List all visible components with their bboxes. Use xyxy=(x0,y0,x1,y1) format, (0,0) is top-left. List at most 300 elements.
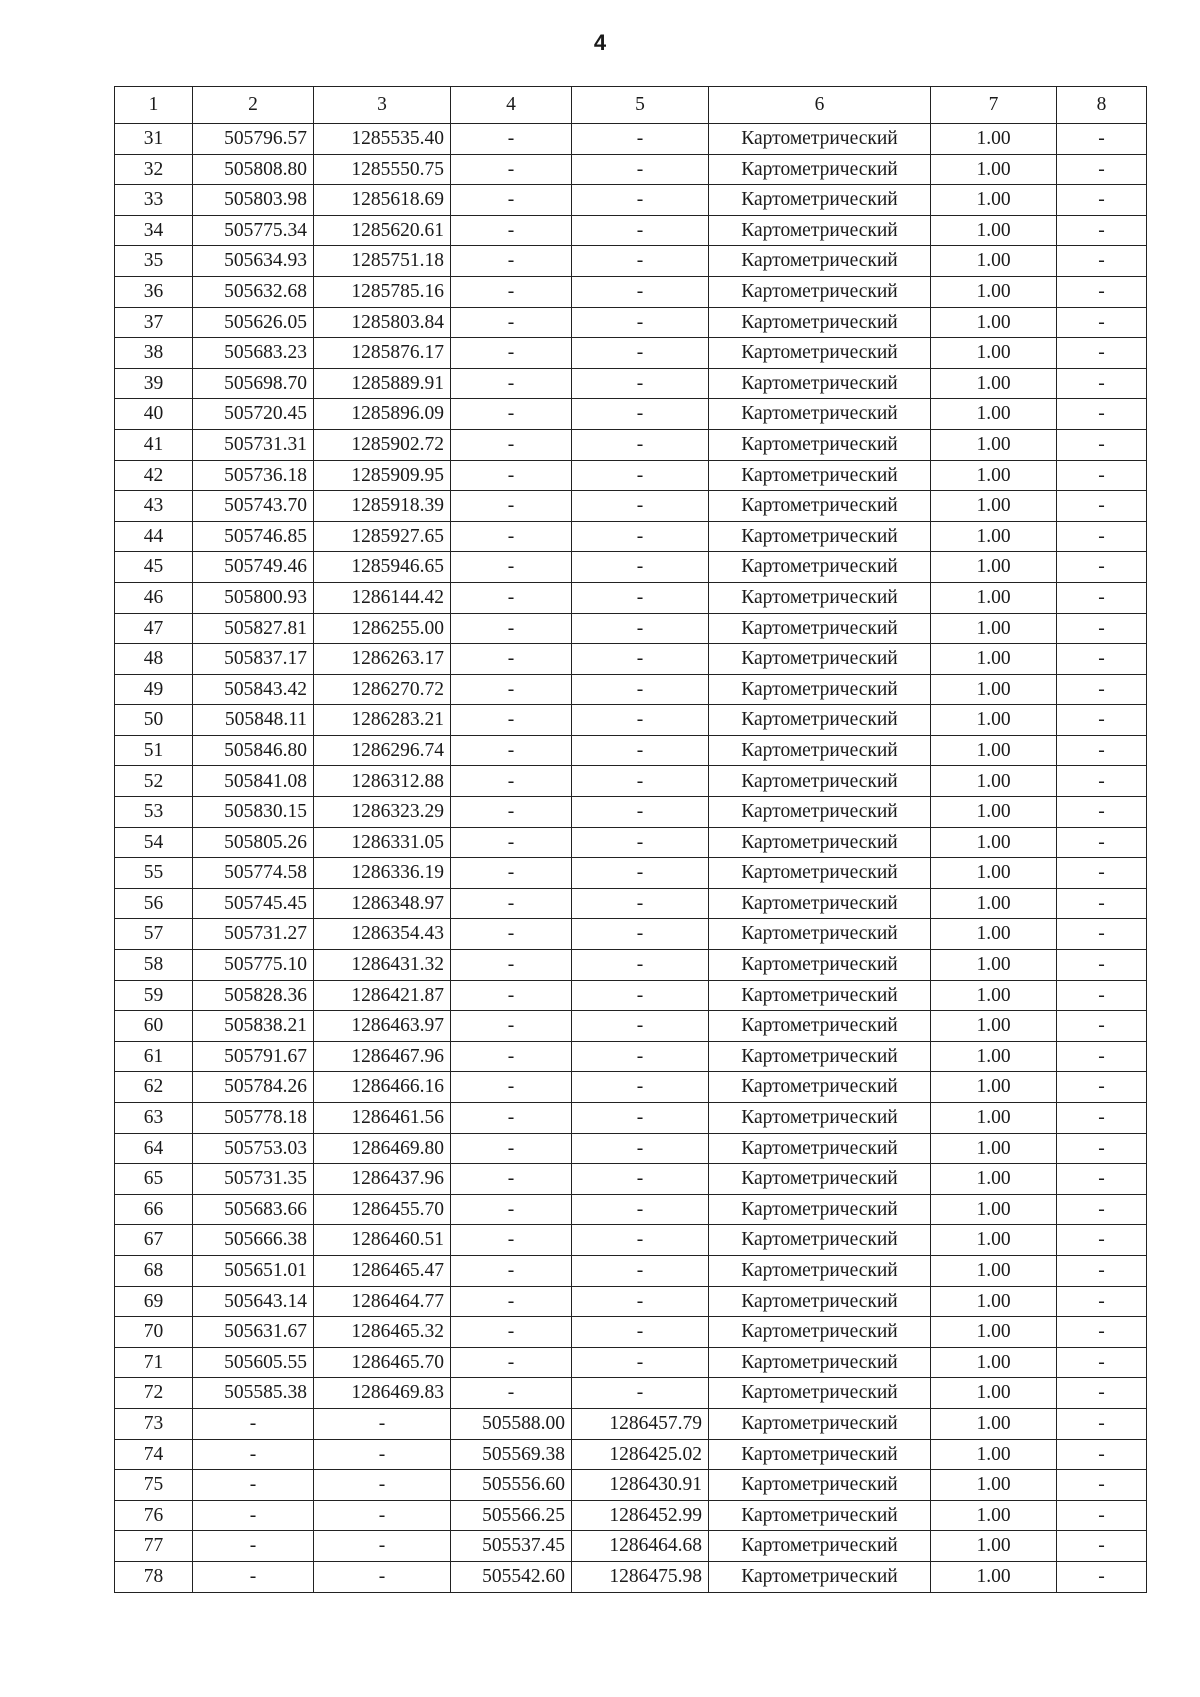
table-row xyxy=(115,460,1147,491)
y-coordinate-cell: - xyxy=(314,1500,451,1531)
table-row xyxy=(115,644,1147,675)
method-cell: Картометрический xyxy=(709,1347,931,1378)
y-coordinate-cell: 1286465.32 xyxy=(314,1317,451,1348)
x-coordinate-cell: - xyxy=(193,1500,314,1531)
accuracy-cell: 1.00 xyxy=(931,1500,1057,1531)
x-new-coordinate-cell: - xyxy=(451,1347,572,1378)
note-cell: - xyxy=(1057,674,1147,705)
note-cell: - xyxy=(1057,735,1147,766)
x-coordinate-cell: 505778.18 xyxy=(193,1103,314,1134)
x-coordinate-cell: 505749.46 xyxy=(193,552,314,583)
y-coordinate-cell: 1285896.09 xyxy=(314,399,451,430)
y-coordinate-cell: 1286465.70 xyxy=(314,1347,451,1378)
accuracy-cell: 1.00 xyxy=(931,766,1057,797)
point-number-cell: 44 xyxy=(115,521,193,552)
x-new-coordinate-cell: - xyxy=(451,246,572,277)
table-row xyxy=(115,705,1147,736)
accuracy-cell: 1.00 xyxy=(931,491,1057,522)
accuracy-cell: 1.00 xyxy=(931,1164,1057,1195)
x-coordinate-cell: 505791.67 xyxy=(193,1041,314,1072)
x-new-coordinate-cell: - xyxy=(451,950,572,981)
column-header: 1 xyxy=(115,87,193,124)
table-row xyxy=(115,1286,1147,1317)
x-new-coordinate-cell: - xyxy=(451,460,572,491)
method-cell: Картометрический xyxy=(709,1133,931,1164)
method-cell: Картометрический xyxy=(709,1317,931,1348)
accuracy-cell: 1.00 xyxy=(931,1286,1057,1317)
accuracy-cell: 1.00 xyxy=(931,338,1057,369)
x-coordinate-cell: 505632.68 xyxy=(193,276,314,307)
y-coordinate-cell: 1286354.43 xyxy=(314,919,451,950)
y-new-coordinate-cell: - xyxy=(572,552,709,583)
point-number-cell: 75 xyxy=(115,1470,193,1501)
x-coordinate-cell: 505784.26 xyxy=(193,1072,314,1103)
table-body xyxy=(115,124,1147,1593)
table-row xyxy=(115,980,1147,1011)
y-new-coordinate-cell: 1286452.99 xyxy=(572,1500,709,1531)
accuracy-cell: 1.00 xyxy=(931,276,1057,307)
table-row xyxy=(115,950,1147,981)
accuracy-cell: 1.00 xyxy=(931,1378,1057,1409)
note-cell: - xyxy=(1057,705,1147,736)
y-new-coordinate-cell: - xyxy=(572,735,709,766)
note-cell: - xyxy=(1057,429,1147,460)
x-coordinate-cell: 505634.93 xyxy=(193,246,314,277)
column-header: 7 xyxy=(931,87,1057,124)
note-cell: - xyxy=(1057,1194,1147,1225)
table-row xyxy=(115,1317,1147,1348)
table-row xyxy=(115,1194,1147,1225)
accuracy-cell: 1.00 xyxy=(931,1225,1057,1256)
y-new-coordinate-cell: - xyxy=(572,1225,709,1256)
table-row xyxy=(115,827,1147,858)
point-number-cell: 55 xyxy=(115,858,193,889)
table-row xyxy=(115,858,1147,889)
y-new-coordinate-cell: - xyxy=(572,1133,709,1164)
accuracy-cell: 1.00 xyxy=(931,1531,1057,1562)
method-cell: Картометрический xyxy=(709,460,931,491)
accuracy-cell: 1.00 xyxy=(931,1561,1057,1592)
y-coordinate-cell: 1286463.97 xyxy=(314,1011,451,1042)
y-new-coordinate-cell: - xyxy=(572,919,709,950)
point-number-cell: 61 xyxy=(115,1041,193,1072)
table-row xyxy=(115,582,1147,613)
y-coordinate-cell: - xyxy=(314,1439,451,1470)
x-coordinate-cell: 505605.55 xyxy=(193,1347,314,1378)
accuracy-cell: 1.00 xyxy=(931,124,1057,155)
y-new-coordinate-cell: - xyxy=(572,521,709,552)
table-row xyxy=(115,797,1147,828)
method-cell: Картометрический xyxy=(709,154,931,185)
x-new-coordinate-cell: - xyxy=(451,1011,572,1042)
y-coordinate-cell: 1286283.21 xyxy=(314,705,451,736)
table-row xyxy=(115,552,1147,583)
note-cell: - xyxy=(1057,827,1147,858)
x-coordinate-cell: 505830.15 xyxy=(193,797,314,828)
x-coordinate-cell: 505720.45 xyxy=(193,399,314,430)
method-cell: Картометрический xyxy=(709,980,931,1011)
x-new-coordinate-cell: - xyxy=(451,1164,572,1195)
y-coordinate-cell: 1285620.61 xyxy=(314,215,451,246)
y-new-coordinate-cell: - xyxy=(572,1255,709,1286)
table-row xyxy=(115,491,1147,522)
y-coordinate-cell: 1286461.56 xyxy=(314,1103,451,1134)
table-row xyxy=(115,521,1147,552)
note-cell: - xyxy=(1057,521,1147,552)
table-row xyxy=(115,1164,1147,1195)
accuracy-cell: 1.00 xyxy=(931,582,1057,613)
point-number-cell: 54 xyxy=(115,827,193,858)
note-cell: - xyxy=(1057,1041,1147,1072)
point-number-cell: 59 xyxy=(115,980,193,1011)
method-cell: Картометрический xyxy=(709,950,931,981)
column-header: 2 xyxy=(193,87,314,124)
accuracy-cell: 1.00 xyxy=(931,1194,1057,1225)
y-new-coordinate-cell: 1286475.98 xyxy=(572,1561,709,1592)
point-number-cell: 58 xyxy=(115,950,193,981)
y-coordinate-cell: 1285946.65 xyxy=(314,552,451,583)
table-row xyxy=(115,1439,1147,1470)
x-coordinate-cell: - xyxy=(193,1470,314,1501)
y-new-coordinate-cell: - xyxy=(572,491,709,522)
note-cell: - xyxy=(1057,858,1147,889)
x-coordinate-cell: 505651.01 xyxy=(193,1255,314,1286)
note-cell: - xyxy=(1057,1317,1147,1348)
y-new-coordinate-cell: - xyxy=(572,674,709,705)
point-number-cell: 41 xyxy=(115,429,193,460)
method-cell: Картометрический xyxy=(709,1439,931,1470)
x-coordinate-cell: 505841.08 xyxy=(193,766,314,797)
y-coordinate-cell: 1286467.96 xyxy=(314,1041,451,1072)
note-cell: - xyxy=(1057,1408,1147,1439)
table-row xyxy=(115,1470,1147,1501)
y-coordinate-cell: 1286144.42 xyxy=(314,582,451,613)
accuracy-cell: 1.00 xyxy=(931,1041,1057,1072)
x-new-coordinate-cell: - xyxy=(451,797,572,828)
x-new-coordinate-cell: - xyxy=(451,674,572,705)
note-cell: - xyxy=(1057,276,1147,307)
x-coordinate-cell: 505666.38 xyxy=(193,1225,314,1256)
y-new-coordinate-cell: - xyxy=(572,368,709,399)
method-cell: Картометрический xyxy=(709,1286,931,1317)
point-number-cell: 73 xyxy=(115,1408,193,1439)
note-cell: - xyxy=(1057,1347,1147,1378)
method-cell: Картометрический xyxy=(709,1103,931,1134)
note-cell: - xyxy=(1057,399,1147,430)
table-row xyxy=(115,124,1147,155)
table-row xyxy=(115,1072,1147,1103)
method-cell: Картометрический xyxy=(709,858,931,889)
x-coordinate-cell: 505736.18 xyxy=(193,460,314,491)
accuracy-cell: 1.00 xyxy=(931,521,1057,552)
y-new-coordinate-cell: - xyxy=(572,858,709,889)
accuracy-cell: 1.00 xyxy=(931,1103,1057,1134)
method-cell: Картометрический xyxy=(709,766,931,797)
x-coordinate-cell: 505683.66 xyxy=(193,1194,314,1225)
note-cell: - xyxy=(1057,338,1147,369)
y-coordinate-cell: - xyxy=(314,1561,451,1592)
method-cell: Картометрический xyxy=(709,919,931,950)
y-coordinate-cell: 1285876.17 xyxy=(314,338,451,369)
y-coordinate-cell: 1285803.84 xyxy=(314,307,451,338)
y-coordinate-cell: 1285618.69 xyxy=(314,185,451,216)
y-coordinate-cell: 1285751.18 xyxy=(314,246,451,277)
x-new-coordinate-cell: - xyxy=(451,735,572,766)
method-cell: Картометрический xyxy=(709,1561,931,1592)
x-new-coordinate-cell: - xyxy=(451,858,572,889)
y-coordinate-cell: 1286312.88 xyxy=(314,766,451,797)
point-number-cell: 49 xyxy=(115,674,193,705)
note-cell: - xyxy=(1057,1133,1147,1164)
point-number-cell: 39 xyxy=(115,368,193,399)
accuracy-cell: 1.00 xyxy=(931,154,1057,185)
table-row xyxy=(115,735,1147,766)
x-coordinate-cell: 505827.81 xyxy=(193,613,314,644)
note-cell: - xyxy=(1057,980,1147,1011)
accuracy-cell: 1.00 xyxy=(931,246,1057,277)
note-cell: - xyxy=(1057,1500,1147,1531)
y-new-coordinate-cell: - xyxy=(572,1286,709,1317)
x-new-coordinate-cell: - xyxy=(451,1317,572,1348)
y-new-coordinate-cell: - xyxy=(572,215,709,246)
y-coordinate-cell: 1286460.51 xyxy=(314,1225,451,1256)
method-cell: Картометрический xyxy=(709,1164,931,1195)
y-new-coordinate-cell: 1286457.79 xyxy=(572,1408,709,1439)
y-coordinate-cell: - xyxy=(314,1470,451,1501)
note-cell: - xyxy=(1057,797,1147,828)
y-new-coordinate-cell: 1286425.02 xyxy=(572,1439,709,1470)
method-cell: Картометрический xyxy=(709,399,931,430)
accuracy-cell: 1.00 xyxy=(931,368,1057,399)
point-number-cell: 35 xyxy=(115,246,193,277)
y-new-coordinate-cell: - xyxy=(572,766,709,797)
x-coordinate-cell: 505805.26 xyxy=(193,827,314,858)
method-cell: Картометрический xyxy=(709,1041,931,1072)
point-number-cell: 48 xyxy=(115,644,193,675)
note-cell: - xyxy=(1057,246,1147,277)
point-number-cell: 51 xyxy=(115,735,193,766)
y-coordinate-cell: - xyxy=(314,1408,451,1439)
method-cell: Картометрический xyxy=(709,1408,931,1439)
accuracy-cell: 1.00 xyxy=(931,1470,1057,1501)
point-number-cell: 63 xyxy=(115,1103,193,1134)
table-row xyxy=(115,1408,1147,1439)
method-cell: Картометрический xyxy=(709,491,931,522)
note-cell: - xyxy=(1057,888,1147,919)
point-number-cell: 72 xyxy=(115,1378,193,1409)
method-cell: Картометрический xyxy=(709,338,931,369)
x-coordinate-cell: 505808.80 xyxy=(193,154,314,185)
y-coordinate-cell: 1286255.00 xyxy=(314,613,451,644)
table-row xyxy=(115,276,1147,307)
x-coordinate-cell: 505731.27 xyxy=(193,919,314,950)
y-coordinate-cell: 1285927.65 xyxy=(314,521,451,552)
table-row xyxy=(115,1378,1147,1409)
y-new-coordinate-cell: - xyxy=(572,644,709,675)
method-cell: Картометрический xyxy=(709,1072,931,1103)
point-number-cell: 74 xyxy=(115,1439,193,1470)
method-cell: Картометрический xyxy=(709,276,931,307)
x-new-coordinate-cell: - xyxy=(451,1286,572,1317)
point-number-cell: 34 xyxy=(115,215,193,246)
method-cell: Картометрический xyxy=(709,582,931,613)
x-new-coordinate-cell: - xyxy=(451,124,572,155)
note-cell: - xyxy=(1057,185,1147,216)
x-new-coordinate-cell: - xyxy=(451,276,572,307)
y-new-coordinate-cell: - xyxy=(572,338,709,369)
x-coordinate-cell: 505585.38 xyxy=(193,1378,314,1409)
y-new-coordinate-cell: - xyxy=(572,1194,709,1225)
note-cell: - xyxy=(1057,368,1147,399)
x-new-coordinate-cell: - xyxy=(451,307,572,338)
point-number-cell: 38 xyxy=(115,338,193,369)
point-number-cell: 66 xyxy=(115,1194,193,1225)
table-row xyxy=(115,154,1147,185)
x-new-coordinate-cell: - xyxy=(451,521,572,552)
note-cell: - xyxy=(1057,215,1147,246)
method-cell: Картометрический xyxy=(709,705,931,736)
table-row xyxy=(115,368,1147,399)
accuracy-cell: 1.00 xyxy=(931,1317,1057,1348)
method-cell: Картометрический xyxy=(709,521,931,552)
note-cell: - xyxy=(1057,1011,1147,1042)
x-new-coordinate-cell: - xyxy=(451,1225,572,1256)
x-coordinate-cell: 505753.03 xyxy=(193,1133,314,1164)
point-number-cell: 42 xyxy=(115,460,193,491)
y-coordinate-cell: 1286469.80 xyxy=(314,1133,451,1164)
note-cell: - xyxy=(1057,582,1147,613)
y-new-coordinate-cell: - xyxy=(572,797,709,828)
table-row xyxy=(115,1133,1147,1164)
y-new-coordinate-cell: - xyxy=(572,888,709,919)
point-number-cell: 53 xyxy=(115,797,193,828)
x-coordinate-cell: 505838.21 xyxy=(193,1011,314,1042)
accuracy-cell: 1.00 xyxy=(931,307,1057,338)
x-coordinate-cell: 505796.57 xyxy=(193,124,314,155)
y-new-coordinate-cell: - xyxy=(572,185,709,216)
note-cell: - xyxy=(1057,1255,1147,1286)
accuracy-cell: 1.00 xyxy=(931,1255,1057,1286)
x-new-coordinate-cell: - xyxy=(451,399,572,430)
table-row xyxy=(115,1561,1147,1592)
y-coordinate-cell: 1286464.77 xyxy=(314,1286,451,1317)
x-coordinate-cell: 505803.98 xyxy=(193,185,314,216)
x-new-coordinate-cell: - xyxy=(451,429,572,460)
note-cell: - xyxy=(1057,1561,1147,1592)
y-coordinate-cell: 1286323.29 xyxy=(314,797,451,828)
point-number-cell: 43 xyxy=(115,491,193,522)
accuracy-cell: 1.00 xyxy=(931,1347,1057,1378)
table-row xyxy=(115,1225,1147,1256)
y-coordinate-cell: 1286466.16 xyxy=(314,1072,451,1103)
y-coordinate-cell: 1286263.17 xyxy=(314,644,451,675)
note-cell: - xyxy=(1057,1164,1147,1195)
note-cell: - xyxy=(1057,1286,1147,1317)
column-header: 5 xyxy=(572,87,709,124)
table-header-row xyxy=(115,87,1147,124)
x-new-coordinate-cell: 505556.60 xyxy=(451,1470,572,1501)
method-cell: Картометрический xyxy=(709,1194,931,1225)
x-new-coordinate-cell: - xyxy=(451,1072,572,1103)
y-new-coordinate-cell: - xyxy=(572,1072,709,1103)
y-new-coordinate-cell: - xyxy=(572,1103,709,1134)
x-new-coordinate-cell: - xyxy=(451,1378,572,1409)
method-cell: Картометрический xyxy=(709,552,931,583)
x-new-coordinate-cell: 505566.25 xyxy=(451,1500,572,1531)
column-header: 6 xyxy=(709,87,931,124)
y-new-coordinate-cell: - xyxy=(572,429,709,460)
x-new-coordinate-cell: - xyxy=(451,491,572,522)
x-new-coordinate-cell: - xyxy=(451,613,572,644)
method-cell: Картометрический xyxy=(709,644,931,675)
method-cell: Картометрический xyxy=(709,827,931,858)
y-coordinate-cell: 1286469.83 xyxy=(314,1378,451,1409)
method-cell: Картометрический xyxy=(709,185,931,216)
table-row xyxy=(115,1103,1147,1134)
method-cell: Картометрический xyxy=(709,307,931,338)
note-cell: - xyxy=(1057,1103,1147,1134)
y-new-coordinate-cell: 1286464.68 xyxy=(572,1531,709,1562)
accuracy-cell: 1.00 xyxy=(931,399,1057,430)
point-number-cell: 60 xyxy=(115,1011,193,1042)
x-coordinate-cell: 505698.70 xyxy=(193,368,314,399)
point-number-cell: 65 xyxy=(115,1164,193,1195)
y-coordinate-cell: 1285889.91 xyxy=(314,368,451,399)
accuracy-cell: 1.00 xyxy=(931,674,1057,705)
accuracy-cell: 1.00 xyxy=(931,429,1057,460)
point-number-cell: 78 xyxy=(115,1561,193,1592)
y-coordinate-cell: 1286336.19 xyxy=(314,858,451,889)
accuracy-cell: 1.00 xyxy=(931,950,1057,981)
x-new-coordinate-cell: - xyxy=(451,1194,572,1225)
method-cell: Картометрический xyxy=(709,735,931,766)
point-number-cell: 62 xyxy=(115,1072,193,1103)
y-coordinate-cell: 1286465.47 xyxy=(314,1255,451,1286)
table-row xyxy=(115,1531,1147,1562)
method-cell: Картометрический xyxy=(709,429,931,460)
x-coordinate-cell: - xyxy=(193,1439,314,1470)
x-new-coordinate-cell: - xyxy=(451,644,572,675)
y-new-coordinate-cell: - xyxy=(572,582,709,613)
accuracy-cell: 1.00 xyxy=(931,1011,1057,1042)
y-new-coordinate-cell: - xyxy=(572,460,709,491)
y-new-coordinate-cell: - xyxy=(572,124,709,155)
table-row xyxy=(115,399,1147,430)
y-coordinate-cell: 1286331.05 xyxy=(314,827,451,858)
x-new-coordinate-cell: - xyxy=(451,338,572,369)
table-row xyxy=(115,766,1147,797)
y-new-coordinate-cell: - xyxy=(572,980,709,1011)
x-new-coordinate-cell: - xyxy=(451,1103,572,1134)
y-coordinate-cell: - xyxy=(314,1531,451,1562)
table-row xyxy=(115,307,1147,338)
y-new-coordinate-cell: - xyxy=(572,1347,709,1378)
y-coordinate-cell: 1286296.74 xyxy=(314,735,451,766)
x-coordinate-cell: 505846.80 xyxy=(193,735,314,766)
accuracy-cell: 1.00 xyxy=(931,919,1057,950)
x-new-coordinate-cell: - xyxy=(451,552,572,583)
point-number-cell: 36 xyxy=(115,276,193,307)
method-cell: Картометрический xyxy=(709,1255,931,1286)
method-cell: Картометрический xyxy=(709,368,931,399)
x-coordinate-cell: 505848.11 xyxy=(193,705,314,736)
x-new-coordinate-cell: - xyxy=(451,766,572,797)
x-coordinate-cell: 505774.58 xyxy=(193,858,314,889)
x-coordinate-cell: 505775.34 xyxy=(193,215,314,246)
note-cell: - xyxy=(1057,766,1147,797)
y-new-coordinate-cell: - xyxy=(572,1041,709,1072)
accuracy-cell: 1.00 xyxy=(931,613,1057,644)
